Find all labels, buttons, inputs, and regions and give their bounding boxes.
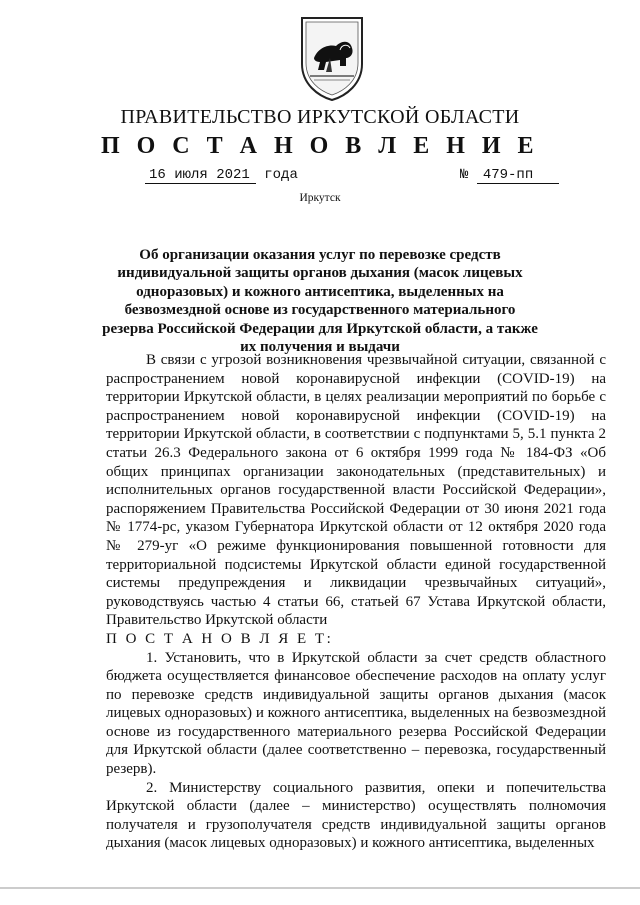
preamble: В связи с угрозой возникновения чрезвычайной ситуации, связанной с распространением новой коронавирусной инфекции (COVID-19) на территории Иркутской области, в целях реализации мероприятий по борьбе с распространением новой коронавирусной инфекции (COVID-19) на территории Иркутской области, в соответствии с подпунктами 5, 5.1 пункта 2 статьи 26.3 Федерального закона от 6 октября 1999 года № 184-ФЗ «Об общих принципах организации законодательных (представительных) и исполнительных органов государственной власти Российской Федерации», распоряжением Правительства Российской Федерации от 30 июня 2021 года № 1774-рс, указом Губернатора Иркутской области от 12 октября 2020 года № 279-уг «О режиме функционирования повышенной готовности для территориальной подсистемы Иркутской области единой государственной системы предупреждения и ликвидации чрезвычайных ситуаций», руководствуясь частью 4 статьи 66, статьей 67 Устава Иркутской области, Правительство Иркутской области: [106, 352, 606, 629]
date-value: 16 июля 2021: [145, 167, 256, 184]
document-date: [145, 167, 298, 183]
clause-2: 2. Министерству социального развития, опеки и попечительства Иркутской области (далее – министерство) осуществлять полномочия получателя и грузополучателя средств индивидуальной защиты органов дыхания (масок лицевых одноразовых) и кожного антисептика, выделенных: [106, 779, 606, 852]
document-number: [460, 167, 559, 184]
number-value: 479-пп: [477, 167, 559, 184]
clause-1: 1. Установить, что в Иркутской области за счет средств областного бюджета осуществляется финансовое обеспечение расходов на оплату услуг по перевозке средств индивидуальной защиты органов дыхания (масок лицевых одноразовых) и кожного антисептика, выделенных на безвозмездной основе из государственного материального резерва Российской Федерации для Иркутской области (далее соответственно – перевозка, государственный резерв).: [106, 649, 606, 778]
document-body: [106, 351, 606, 853]
date-suffix: года: [264, 167, 298, 183]
city: Иркутск: [299, 192, 341, 204]
page-edge: [0, 887, 640, 889]
decree-heading: П О С Т А Н О В Л Я Е Т:: [106, 630, 334, 647]
document-type: П О С Т А Н О В Л Е Н И Е: [100, 133, 540, 159]
irkutsk-coat-of-arms-icon: [296, 14, 368, 102]
document-subject: Об организации оказания услуг по перевозке средств индивидуальной защиты органов дыхания (масок лицевых одноразовых) и кожного антисептика, выделенных на безвозмездной основе из государственного материального резерва Российской Федерации для Иркутской области, а также их получения и выдачи: [102, 247, 538, 356]
government-title: ПРАВИТЕЛЬСТВО ИРКУТСКОЙ ОБЛАСТИ: [120, 106, 520, 128]
number-prefix: №: [460, 167, 469, 183]
